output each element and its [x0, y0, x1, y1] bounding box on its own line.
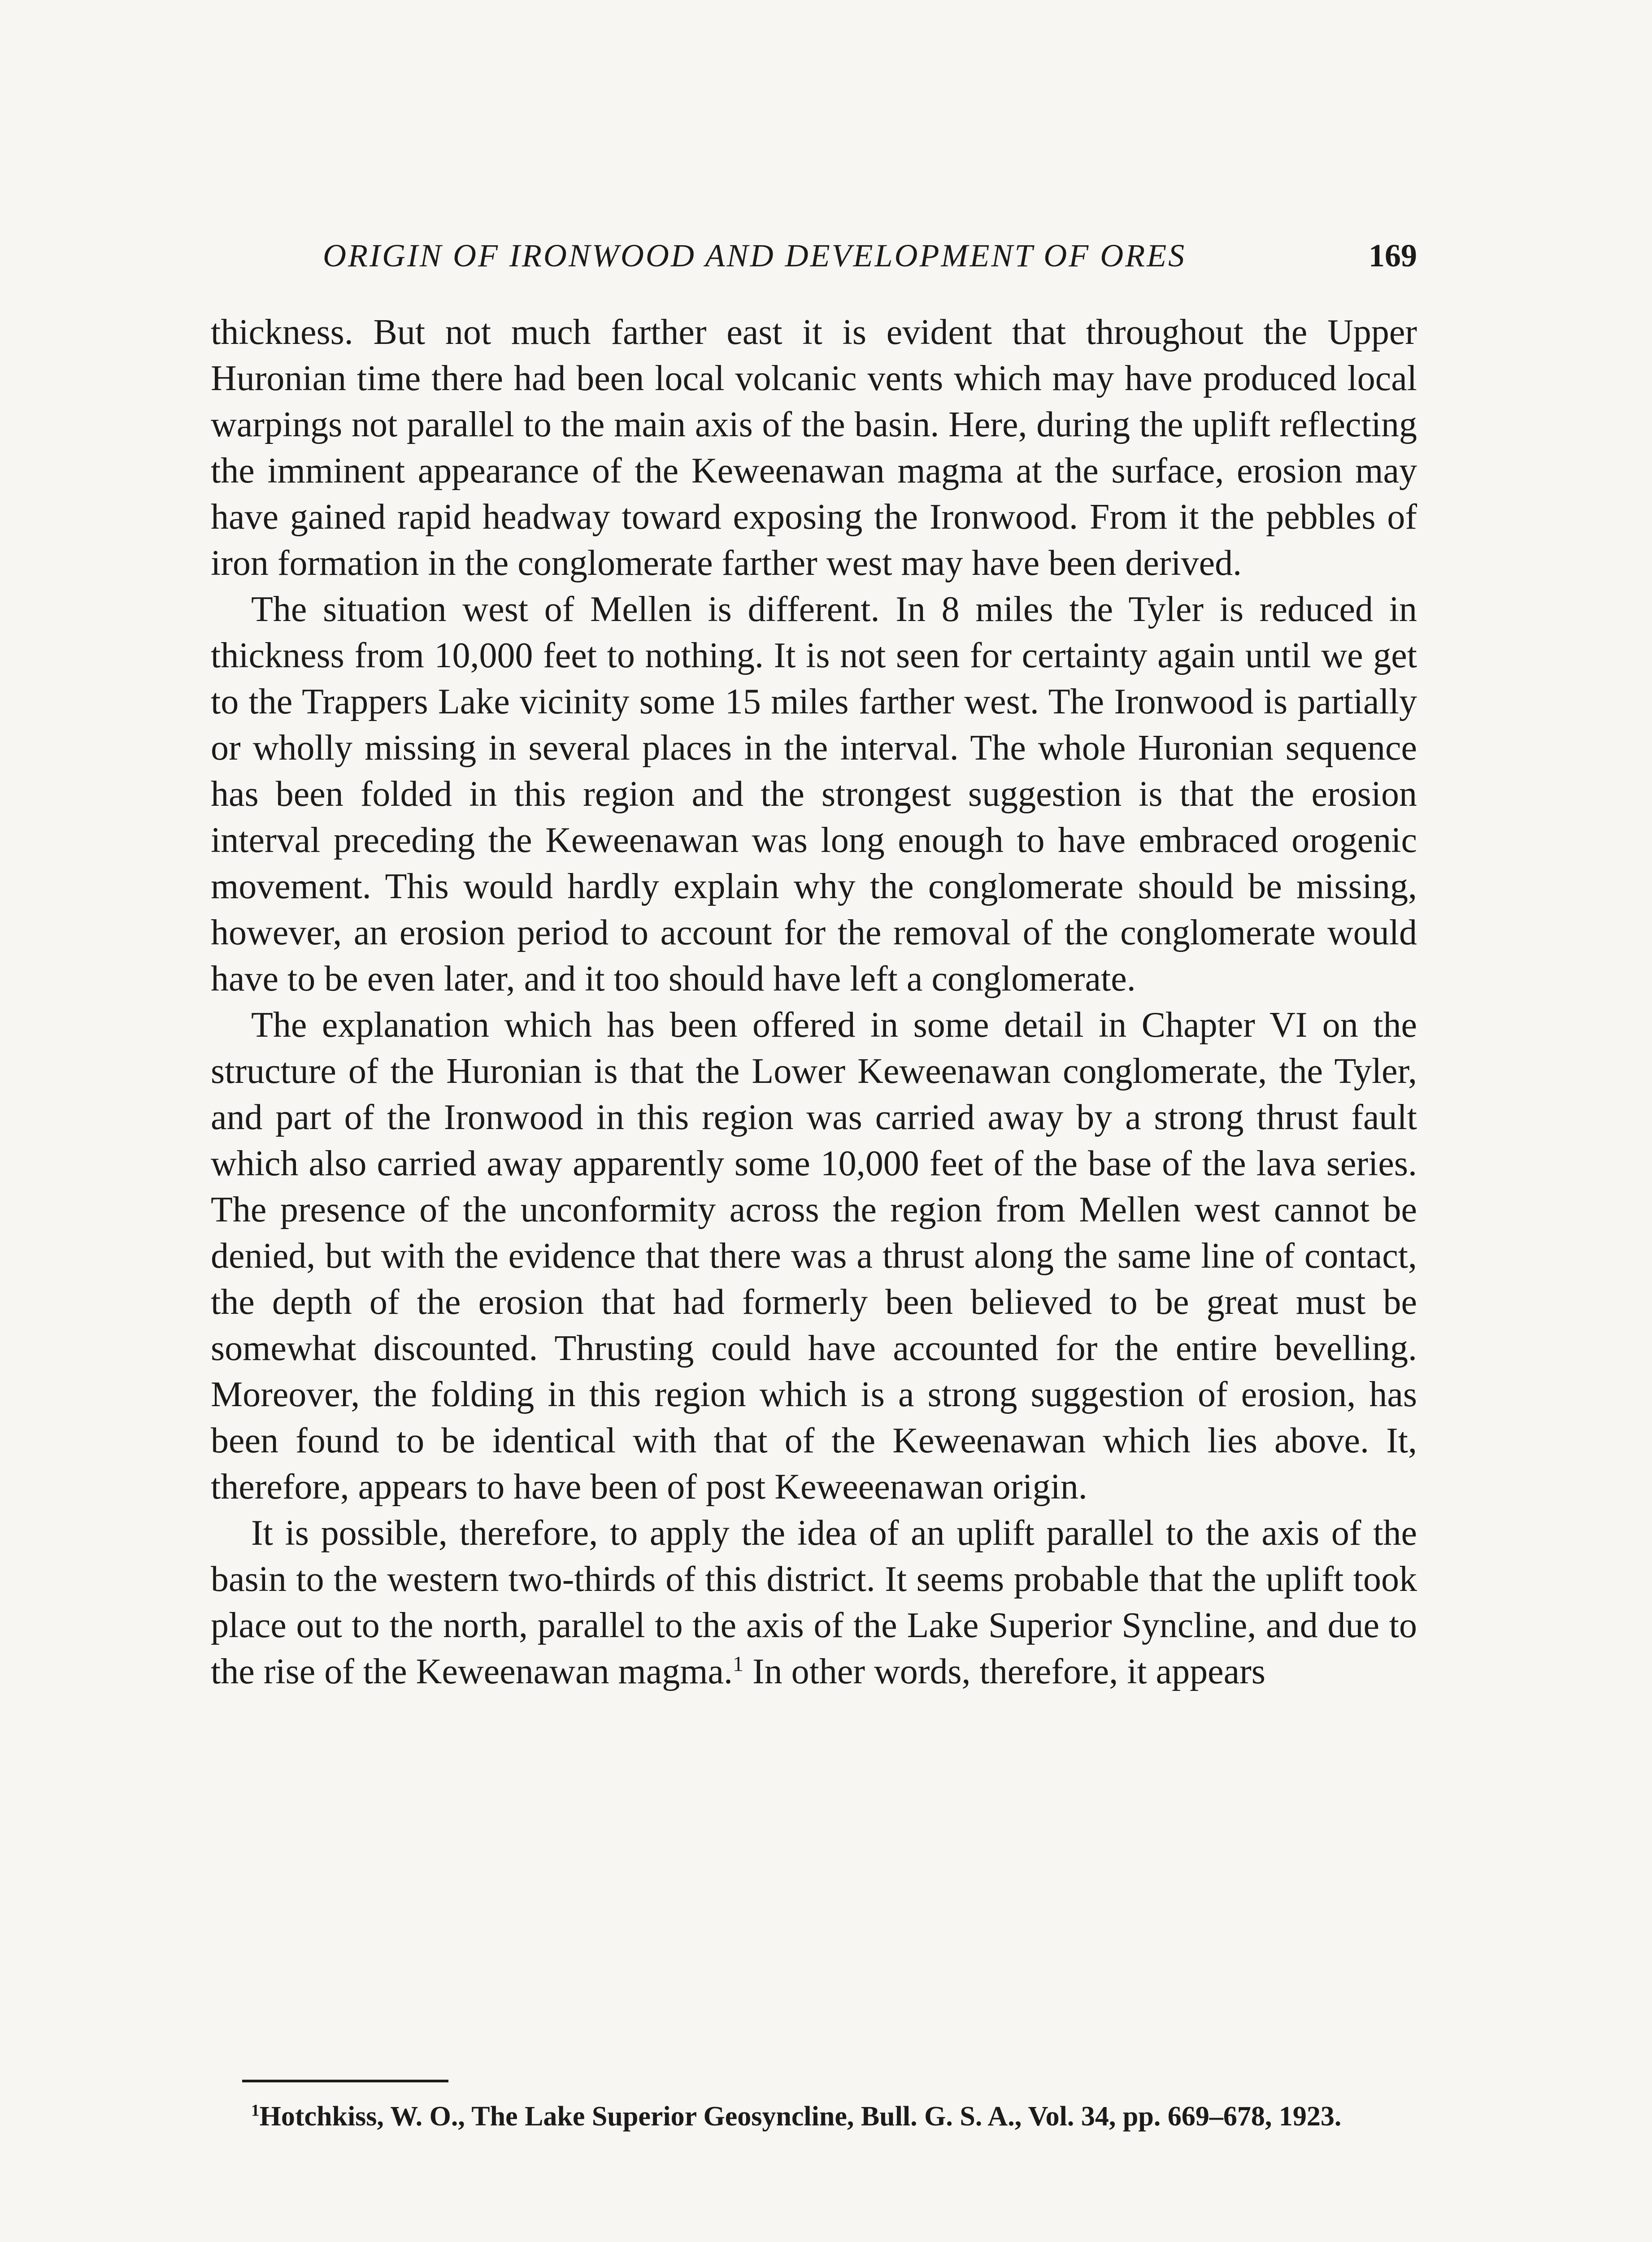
paragraph-4-text-after-note: In other words, therefore, it appears — [743, 1652, 1265, 1691]
footnote — [211, 2099, 1417, 2134]
body-text — [211, 309, 1417, 1695]
footnote-reference: 1 — [732, 1652, 743, 1676]
paragraph-1: thickness. But not much farther east it is evident that throughout the Upper Huronian time there had been local volcanic vents which may have produced local warpings not parallel to the main axis of the basin. Here, during the uplift reflecting the imminent appearance of the Keweenawan magma at the surface, erosion may have gained rapid headway toward exposing the Ironwood. From it the pebbles of iron formation in the conglomerate farther west may have been derived. — [211, 313, 1417, 583]
paragraph-4-text-before-note: It is possible, therefore, to apply the idea of an uplift parallel to the axis of the basin to the western two-thirds of this district. It seems probable that the uplift took place out to the north, parallel to the axis of the Lake Superior Syncline, and due to the rise of the Keweenawan magma. — [211, 1513, 1417, 1691]
page-number: 169 — [1369, 238, 1417, 274]
paragraph-3: The explanation which has been offered in some detail in Chapter VI on the structure of the Huronian is that the Lower Keweenawan conglomerate, the Tyler, and part of the Ironwood in this region was carried away by a strong thrust fault which also carried away apparently some 10,000 feet of the base of the lava series. The presence of the unconformity across the region from Mellen west cannot be denied, but with the evidence that there was a thrust along the same line of contact, the depth of the erosion that had formerly been believed to be great must be somewhat discounted. Thrusting could have accounted for the entire bevelling. Moreover, the folding in this region which is a strong suggestion of erosion, has been found to be identical with that of the Keweenawan which lies above. It, therefore, appears to have been of post Keweeenawan origin. — [211, 1005, 1417, 1507]
footnote-text: Hotchkiss, W. O., The Lake Superior Geosyncline, Bull. G. S. A., Vol. 34, pp. 669–678, 1923. — [259, 2101, 1342, 2132]
footnote-marker: 1 — [251, 2101, 260, 2120]
paragraph-4 — [211, 1510, 1417, 1695]
page-header — [211, 233, 1417, 278]
footnote-divider — [242, 2080, 448, 2082]
paragraph-2: The situation west of Mellen is different. In 8 miles the Tyler is reduced in thickness from 10,000 feet to nothing. It is not seen for certainty again until we get to the Trappers Lake vicinity some 15 miles farther west. The Ironwood is partially or wholly missing in several places in the interval. The whole Huronian sequence has been folded in this region and the strongest suggestion is that the erosion interval preceding the Keweenawan was long enough to have embraced orogenic movement. This would hardly explain why the conglomerate should be missing, however, an erosion period to account for the removal of the conglomerate would have to be even later, and it too should have left a conglomerate. — [211, 590, 1417, 999]
running-title: ORIGIN OF IRONWOOD AND DEVELOPMENT OF ORES — [323, 238, 1187, 274]
